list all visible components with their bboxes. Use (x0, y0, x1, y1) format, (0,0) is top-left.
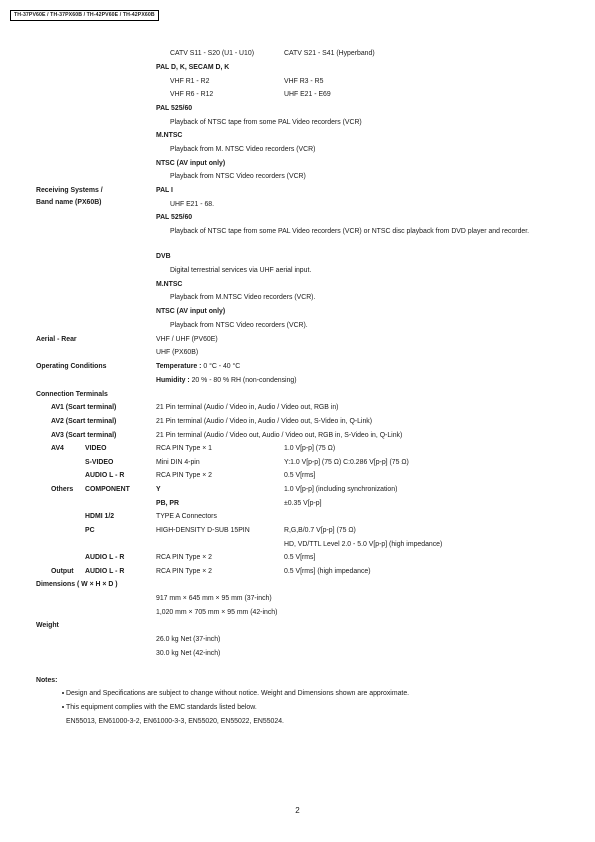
audio-lr2-spec: 0.5 V[rms] (284, 554, 316, 561)
catv-s21: CATV S21 - S41 (Hyperband) (284, 50, 375, 57)
aerial-value-2: UHF (PX60B) (156, 349, 199, 356)
vhf-r1: VHF R1 - R2 (170, 78, 210, 85)
humidity-row (156, 376, 297, 385)
pal525-2-title: PAL 525/60 (156, 214, 193, 221)
temperature-row (156, 362, 240, 371)
dimensions-42: 1,020 mm × 705 mm × 95 mm (42-inch) (156, 609, 278, 616)
pal525-title: PAL 525/60 (156, 105, 193, 112)
connection-terminals-label: Connection Terminals (36, 391, 108, 398)
av2-label: AV2 (Scart terminal) (51, 418, 117, 425)
audio-lr2-connector: RCA PIN Type × 2 (156, 554, 212, 561)
weight-label: Weight (36, 622, 59, 629)
av4-label: AV4 (51, 445, 64, 452)
vhf-r6: VHF R6 - R12 (170, 91, 214, 98)
y-label: Y (156, 486, 161, 493)
weight-42: 30.0 kg Net (42-inch) (156, 650, 221, 657)
svideo-spec: Y:1.0 V[p-p] (75 Ω) C:0.286 V[p-p] (75 Ω) (284, 459, 409, 466)
av2-value: 21 Pin terminal (Audio / Video in, Audio / Video out, S-Video in, Q-Link) (156, 418, 373, 425)
others-label: Others (51, 486, 74, 493)
video-label: VIDEO (85, 445, 107, 452)
bullet-icon (62, 706, 64, 708)
humidity-value: 20 % - 80 % RH (non-condensing) (189, 377, 297, 384)
av3-label: AV3 (Scart terminal) (51, 432, 117, 439)
mntsc-title: M.NTSC (156, 132, 183, 139)
pc-label: PC (85, 527, 95, 534)
mntsc-2-title: M.NTSC (156, 281, 183, 288)
weight-37: 26.0 kg Net (37-inch) (156, 636, 221, 643)
operating-label: Operating Conditions (36, 363, 107, 370)
ntsc-av-2-desc: Playback from NTSC Video recorders (VCR). (170, 322, 308, 329)
output-label: Output (51, 568, 74, 575)
dimensions-37: 917 mm × 645 mm × 95 mm (37-inch) (156, 595, 272, 602)
y-spec: 1.0 V[p-p] (including synchronization) (284, 486, 398, 493)
notes-label: Notes: (36, 677, 58, 684)
mntsc-desc: Playback from M. NTSC Video recorders (VCR) (170, 146, 316, 153)
mntsc-2-desc: Playback from M.NTSC Video recorders (VCR). (170, 294, 316, 301)
dvb-title: DVB (156, 253, 171, 260)
pbpr-label: PB, PR (156, 500, 179, 507)
page-number: 2 (295, 806, 300, 815)
dvb-desc: Digital terrestrial services via UHF aerial input. (170, 267, 312, 274)
dimensions-label: Dimensions ( W × H × D ) (36, 581, 118, 588)
svideo-connector: Mini DIN 4-pin (156, 459, 200, 466)
output-audio-label: AUDIO L - R (85, 568, 125, 575)
note-1: Design and Specifications are subject to change without notice. Weight and Dimensions shown are approximate. (66, 690, 410, 697)
temperature-label: Temperature : (156, 363, 202, 370)
temperature-value: 0 °C - 40 °C (201, 363, 241, 370)
vhf-r3: VHF R3 - R5 (284, 78, 324, 85)
audio-lr-connector: RCA PIN Type × 2 (156, 472, 212, 479)
av1-label: AV1 (Scart terminal) (51, 404, 117, 411)
pc-spec-1: R,G,B/0.7 V[p-p] (75 Ω) (284, 527, 356, 534)
pal525-desc: Playback of NTSC tape from some PAL Video recorders (VCR) (170, 119, 362, 126)
catv-s11: CATV S11 - S20 (U1 - U10) (170, 50, 254, 57)
output-audio-spec: 0.5 V[rms] (high impedance) (284, 568, 371, 575)
model-header: TH-37PV60E / TH-37PX60B / TH-42PV60E / TH-42PX60B (10, 10, 159, 21)
ntsc-av-2-title: NTSC (AV input only) (156, 308, 226, 315)
humidity-label: Humidity : (156, 377, 190, 384)
bullet-icon (62, 692, 64, 694)
note-2: This equipment complies with the EMC standards listed below. (66, 704, 257, 711)
audio-lr-spec: 0.5 V[rms] (284, 472, 316, 479)
uhf-e21: UHF E21 - E69 (284, 91, 331, 98)
ntsc-av-desc: Playback from NTSC Video recorders (VCR) (170, 173, 306, 180)
recv-label-2: Band name (PX60B) (36, 199, 102, 206)
aerial-value-1: VHF / UHF (PV60E) (156, 336, 218, 343)
pal-dk-title: PAL D, K, SECAM D, K (156, 64, 230, 71)
av1-value: 21 Pin terminal (Audio / Video in, Audio / Video out, RGB in) (156, 404, 339, 411)
pc-connector: HIGH-DENSITY D-SUB 15PIN (156, 527, 250, 534)
pal-i-title: PAL I (156, 187, 173, 194)
video-connector: RCA PIN Type × 1 (156, 445, 212, 452)
aerial-label: Aerial - Rear (36, 336, 77, 343)
ntsc-av-title: NTSC (AV input only) (156, 160, 226, 167)
av3-value: 21 Pin terminal (Audio / Video out, Audio / Video out, RGB in, S-Video in, Q-Link) (156, 432, 403, 439)
video-spec: 1.0 V[p-p] (75 Ω) (284, 445, 336, 452)
recv-label-1: Receiving Systems / (36, 187, 103, 194)
output-audio-connector: RCA PIN Type × 2 (156, 568, 212, 575)
svideo-label: S-VIDEO (85, 459, 114, 466)
hdmi-value: TYPE A Connectors (156, 513, 217, 520)
component-label: COMPONENT (85, 486, 130, 493)
audio-lr-label: AUDIO L - R (85, 472, 125, 479)
pbpr-spec: ±0.35 V[p-p] (284, 500, 322, 507)
hdmi-label: HDMI 1/2 (85, 513, 115, 520)
note-3: EN55013, EN61000-3-2, EN61000-3-3, EN55020, EN55022, EN55024. (66, 718, 284, 725)
uhf-e21-68: UHF E21 - 68. (170, 201, 215, 208)
pal525-2-desc: Playback of NTSC tape from some PAL Video recorders (VCR) or NTSC disc playback from DVD player and recorder. (170, 228, 530, 235)
audio-lr2-label: AUDIO L - R (85, 554, 125, 561)
pc-spec-2: HD, VD/TTL Level 2.0 - 5.0 V[p-p] (high impedance) (284, 541, 443, 548)
